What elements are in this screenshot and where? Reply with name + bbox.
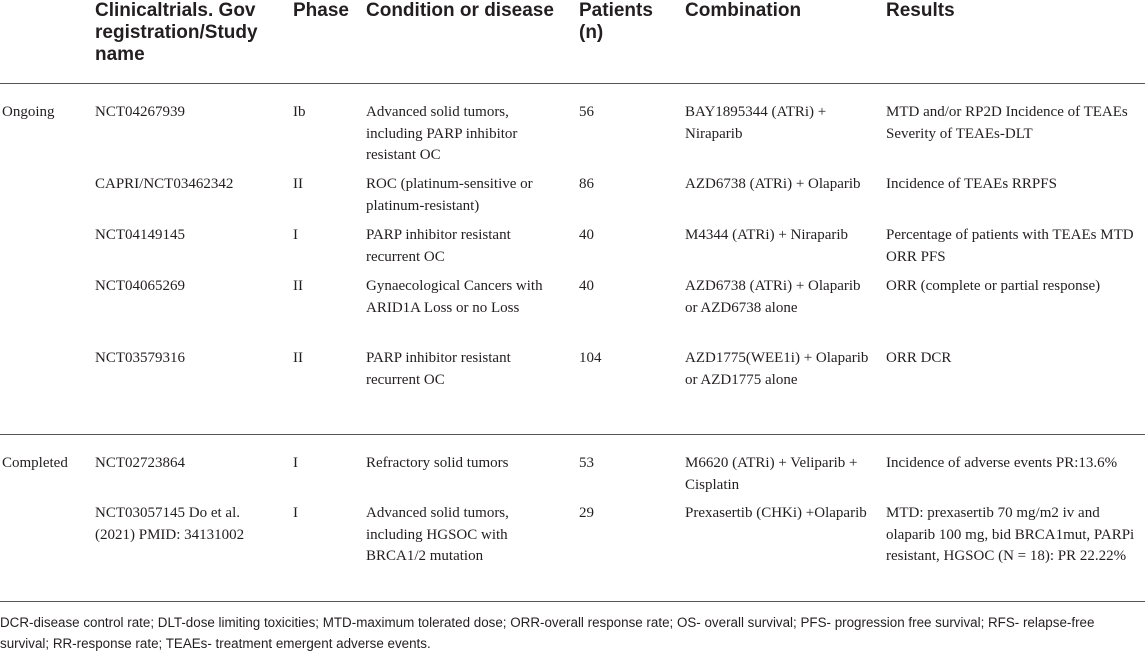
table-footnote: DCR-disease control rate; DLT-dose limiting toxicities; MTD-maximum tolerated dose; ORR-overall response rate; OS- overall survival; PFS- progression free survival; RFS- relapse-free survival; RR-response rate; TEAEs- treatment emergent adverse events. (0, 615, 1095, 651)
cell-combination: BAY1895344 (ATRi) + Niraparib (685, 104, 827, 142)
cell-patients: 29 (579, 505, 594, 521)
cell-patients: 56 (579, 104, 594, 120)
cell-patients: 53 (579, 455, 594, 471)
group-status-label: Completed (2, 455, 68, 471)
cell-condition: Advanced solid tumors, including PARP inhibitor resistant OC (366, 104, 518, 163)
cell-phase: I (293, 505, 298, 521)
group-status-label: Ongoing (2, 104, 55, 120)
header-combination: Combination (685, 0, 802, 21)
cell-results: ORR DCR (886, 350, 952, 366)
cell-condition: PARP inhibitor resistant recurrent OC (366, 350, 511, 388)
cell-condition: Gynaecological Cancers with ARID1A Loss or no Loss (366, 278, 543, 316)
cell-phase: I (293, 455, 298, 471)
cell-results: ORR (complete or partial response) (886, 278, 1101, 294)
header-patients: Patients (n) (579, 0, 653, 43)
cell-study: NCT04149145 (95, 227, 185, 243)
header-condition: Condition or disease (366, 0, 554, 21)
cell-study: NCT03057145 Do et al. (2021) PMID: 34131002 (95, 505, 245, 543)
cell-patients: 40 (579, 227, 594, 243)
cell-phase: I (293, 227, 298, 243)
cell-phase: II (293, 176, 303, 192)
cell-combination: AZD1775(WEE1i) + Olaparib or AZD1775 alone (685, 350, 869, 388)
cell-combination: M6620 (ATRi) + Veliparib + Cisplatin (685, 455, 858, 493)
table-bottom-border (0, 601, 1145, 602)
cell-combination: AZD6738 (ATRi) + Olaparib or AZD6738 alone (685, 278, 861, 316)
header-phase: Phase (293, 0, 349, 21)
header-results: Results (886, 0, 955, 21)
cell-patients: 104 (579, 350, 602, 366)
cell-phase: Ib (293, 104, 306, 120)
cell-study: NCT04065269 (95, 278, 185, 294)
cell-results: MTD and/or RP2D Incidence of TEAEs Severity of TEAEs-DLT (886, 104, 1128, 142)
cell-results: MTD: prexasertib 70 mg/m2 iv and olaparib 100 mg, bid BRCA1mut, PARPi resistant, HGSOC (N = 18): PR 22.22% (886, 505, 1135, 564)
group-divider (0, 434, 1145, 435)
header-study: Clinicaltrials. Gov registration/Study name (95, 0, 258, 65)
cell-condition: PARP inhibitor resistant recurrent OC (366, 227, 511, 265)
cell-study: CAPRI/NCT03462342 (95, 176, 234, 192)
cell-results: Incidence of TEAEs RRPFS (886, 176, 1057, 192)
cell-phase: II (293, 350, 303, 366)
cell-combination: Prexasertib (CHKi) +Olaparib (685, 505, 867, 521)
cell-condition: ROC (platinum-sensitive or platinum-resistant) (366, 176, 533, 214)
cell-patients: 40 (579, 278, 594, 294)
cell-phase: II (293, 278, 303, 294)
cell-condition: Refractory solid tumors (366, 455, 509, 471)
cell-combination: AZD6738 (ATRi) + Olaparib (685, 176, 861, 192)
cell-results: Percentage of patients with TEAEs MTD ORR PFS (886, 227, 1134, 265)
cell-study: NCT04267939 (95, 104, 185, 120)
cell-study: NCT03579316 (95, 350, 185, 366)
cell-combination: M4344 (ATRi) + Niraparib (685, 227, 849, 243)
cell-study: NCT02723864 (95, 455, 185, 471)
cell-condition: Advanced solid tumors, including HGSOC with BRCA1/2 mutation (366, 505, 509, 564)
header-divider (0, 83, 1145, 84)
cell-results: Incidence of adverse events PR:13.6% (886, 455, 1118, 471)
cell-patients: 86 (579, 176, 594, 192)
